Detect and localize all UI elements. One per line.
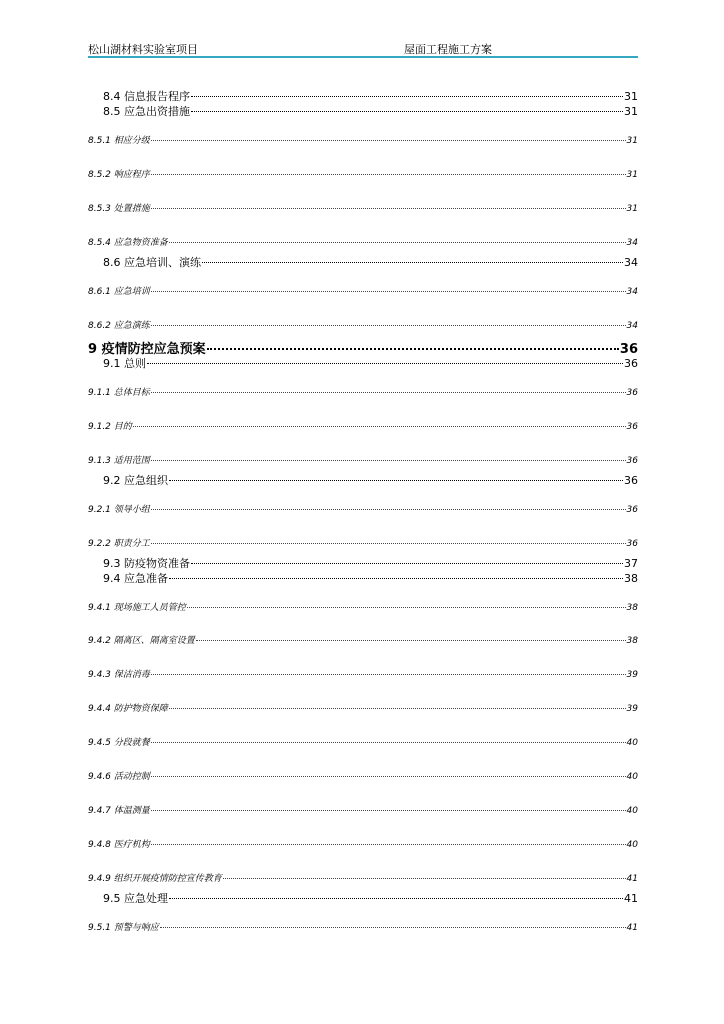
toc-entry[interactable] [103,254,638,270]
toc-entry-title: 9.2 应急组织 [103,474,168,487]
toc-page-number: 36 [619,342,638,357]
toc-entry[interactable] [88,633,638,646]
toc-entry-title: 8.5 应急出资措施 [103,105,190,118]
toc-page-number: 36 [626,505,638,515]
toc-page-number: 39 [626,670,638,680]
toc-page-number: 36 [624,357,638,370]
toc-entry-title: 9.4 应急准备 [103,572,168,585]
toc-entry-title: 9.4.7 体温测量 [88,806,150,816]
toc-page-number: 34 [624,256,638,269]
toc-entry-title: 9.4.2 隔离区、隔离室设置 [88,636,195,646]
toc-dot-leader [202,262,623,263]
toc-page-number: 37 [624,557,638,570]
toc-dot-leader [133,426,626,427]
toc-entry-title: 8.6.1 应急培训 [88,287,150,297]
toc-dot-leader [151,844,626,845]
toc-page-number: 36 [626,456,638,466]
toc-entry[interactable] [88,318,638,331]
toc-dot-leader [151,810,626,811]
toc-dot-leader [207,348,619,350]
toc-entry-title: 9.2.2 职责分工 [88,539,150,549]
toc-page-number: 41 [624,892,638,905]
toc-page-number: 34 [626,287,638,297]
toc-entry-title: 9.1.1 总体目标 [88,388,150,398]
toc-entry-title: 8.6.2 应急演练 [88,321,150,331]
toc-entry-title: 9.4.5 分段就餐 [88,738,150,748]
toc-entry-title: 8.5.3 处置措施 [88,204,150,214]
toc-entry[interactable] [88,803,638,816]
toc-page-number: 41 [626,923,638,933]
toc-entry[interactable] [103,890,638,906]
toc-dot-leader [160,927,626,928]
toc-entry[interactable] [88,837,638,850]
toc-dot-leader [151,509,626,510]
toc-dot-leader [151,208,626,209]
toc-dot-leader [196,640,626,641]
toc-entry-title: 8.4 信息报告程序 [103,90,190,103]
toc-page-number: 31 [624,105,638,118]
toc-entry[interactable] [88,871,638,884]
toc-entry-title: 9.1.3 适用范围 [88,456,150,466]
toc-page-number: 40 [626,738,638,748]
toc-entry[interactable] [88,385,638,398]
toc-page-number: 41 [626,874,638,884]
toc-dot-leader [191,111,623,112]
toc-dot-leader [151,291,626,292]
toc-dot-leader [151,174,626,175]
toc-dot-leader [151,460,626,461]
toc-dot-leader [169,898,623,899]
toc-page-number: 36 [626,422,638,432]
toc-entry-title: 9.1 总则 [103,357,146,370]
toc-page-number: 31 [626,204,638,214]
toc-page-number: 39 [626,704,638,714]
toc-entry-title: 9 疫情防控应急预案 [88,342,206,357]
toc-entry[interactable] [88,284,638,297]
toc-entry[interactable] [103,88,638,104]
toc-entry-title: 9.4.8 医疗机构 [88,840,150,850]
toc-entry[interactable] [88,769,638,782]
toc-page-number: 31 [624,90,638,103]
toc-entry[interactable] [88,600,638,613]
toc-page-number: 38 [626,603,638,613]
toc-entry-title: 9.4.1 现场施工人员管控 [88,603,186,613]
toc-entry[interactable] [88,453,638,466]
header-project-name: 松山湖材料实验室项目 [88,43,198,56]
toc-dot-leader [151,392,626,393]
toc-page-number: 36 [626,539,638,549]
toc-dot-leader [169,578,623,579]
toc-entry-title: 9.5.1 预警与响应 [88,923,159,933]
toc-dot-leader [151,140,626,141]
toc-entry[interactable] [88,701,638,714]
toc-entry-title: 8.6 应急培训、演练 [103,256,201,269]
toc-page-number: 36 [624,474,638,487]
toc-entry[interactable] [88,536,638,549]
toc-page-number: 34 [626,238,638,248]
toc-entry[interactable] [103,355,638,371]
toc-dot-leader [151,742,626,743]
toc-dot-leader [169,708,626,709]
toc-entry[interactable] [88,502,638,515]
toc-entry[interactable] [88,920,638,933]
toc-entry[interactable] [103,570,638,586]
toc-page-number: 40 [626,772,638,782]
toc-dot-leader [187,607,626,608]
toc-entry-title: 9.5 应急处理 [103,892,168,905]
toc-dot-leader [147,363,623,364]
toc-page-number: 38 [624,572,638,585]
toc-dot-leader [191,563,623,564]
toc-page-number: 38 [626,636,638,646]
toc-entry[interactable] [103,555,638,571]
toc-entry-title: 9.4.4 防护物资保障 [88,704,168,714]
toc-page-number: 34 [626,321,638,331]
toc-entry[interactable] [88,735,638,748]
toc-entry[interactable] [88,419,638,432]
toc-dot-leader [151,776,626,777]
toc-entry-title: 9.2.1 领导小组 [88,505,150,515]
toc-dot-leader [151,543,626,544]
toc-dot-leader [223,878,626,879]
toc-dot-leader [151,674,626,675]
toc-dot-leader [169,480,623,481]
toc-entry[interactable] [88,235,638,248]
toc-entry[interactable] [88,133,638,146]
toc-page-number: 36 [626,388,638,398]
toc-page-number: 40 [626,840,638,850]
toc-entry[interactable] [88,167,638,180]
toc-page-number: 40 [626,806,638,816]
toc-entry[interactable] [103,103,638,119]
toc-entry[interactable] [88,667,638,680]
toc-entry-title: 9.1.2 目的 [88,422,132,432]
toc-entry-title: 8.5.2 响应程序 [88,170,150,180]
toc-entry-title: 9.4.3 保洁消毒 [88,670,150,680]
toc-entry-title: 8.5.1 相应分级 [88,136,150,146]
toc-page-number: 31 [626,136,638,146]
toc-entry-title: 9.4.6 活动控制 [88,772,150,782]
toc-dot-leader [191,96,623,97]
toc-entry[interactable] [88,201,638,214]
toc-page-number: 31 [626,170,638,180]
header-document-title: 屋面工程施工方案 [404,43,492,56]
toc-entry-title: 9.3 防疫物资准备 [103,557,190,570]
toc-entry-title: 9.4.9 组织开展疫情防控宣传教育 [88,874,222,884]
toc-entry-title: 8.5.4 应急物资准备 [88,238,168,248]
toc-entry[interactable] [103,472,638,488]
toc-dot-leader [169,242,626,243]
toc-dot-leader [151,325,626,326]
